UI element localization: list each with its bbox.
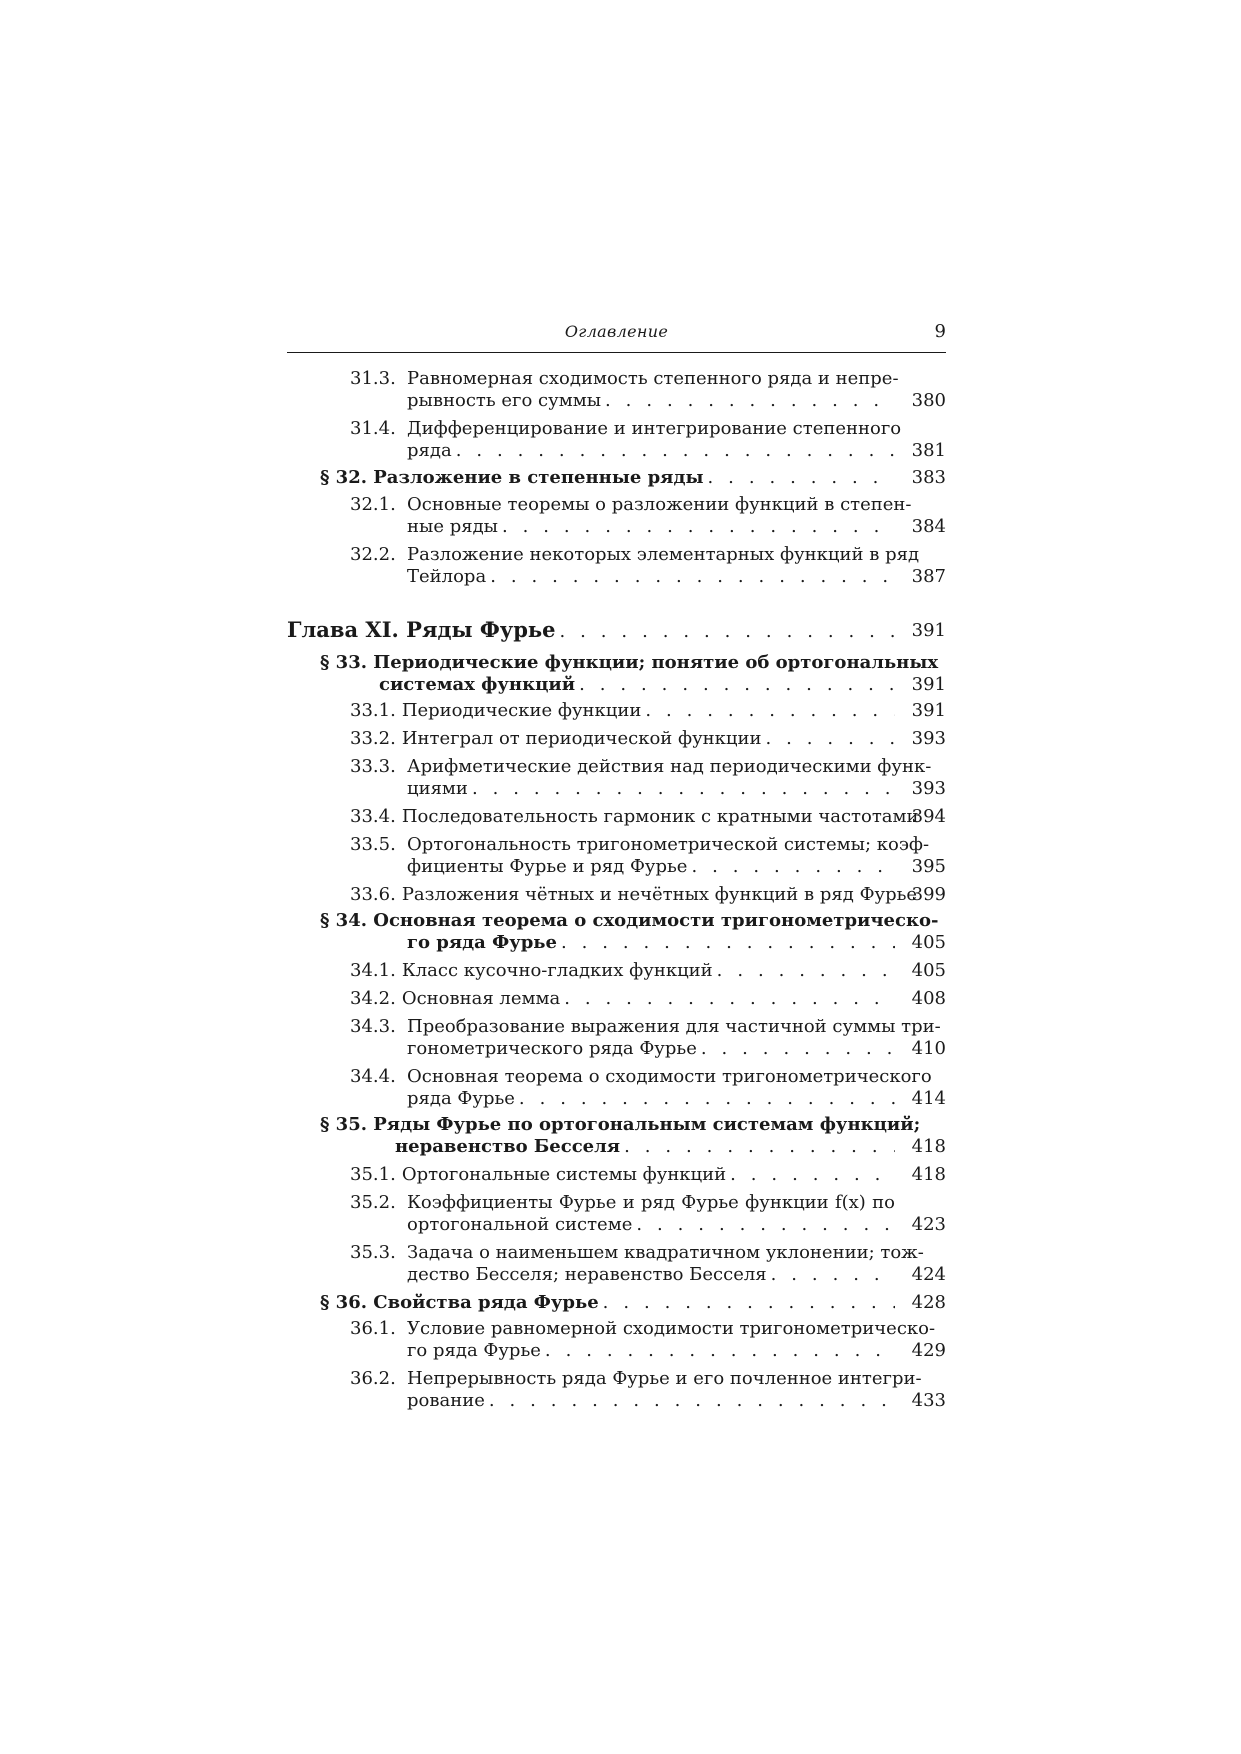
entry-number: 33.6. <box>350 884 396 905</box>
entry-page-number: 418 <box>911 1164 946 1185</box>
entry-text-line2: ряда Фурье <box>407 1088 515 1109</box>
entry-page-number: 384 <box>911 516 946 537</box>
entry-text-line1: Арифметические действия над периодическими функ- <box>407 756 932 777</box>
dot-leader <box>561 932 895 954</box>
dot-leader <box>605 390 895 412</box>
entry-number: 34.3. <box>350 1016 396 1037</box>
dot-leader <box>456 440 895 462</box>
entry-text-line2: ные ряды <box>407 516 498 537</box>
section-page-number: 405 <box>911 932 946 953</box>
dot-leader <box>579 674 895 696</box>
entry-number: 34.1. <box>350 960 396 981</box>
section-title-line2: го ряда Фурье <box>407 932 557 953</box>
entry-text-line2: рование <box>407 1390 485 1411</box>
dot-leader <box>766 728 896 750</box>
entry-text-line2: го ряда Фурье <box>407 1340 541 1361</box>
entry-number: 33.1. <box>350 700 396 721</box>
section-title-line2: системах функций <box>379 674 576 695</box>
dot-leader <box>472 778 895 800</box>
dot-leader <box>502 516 895 538</box>
entry-text-line1: Ортогональность тригонометрической системы; коэф- <box>407 834 930 855</box>
running-head-title: Оглавление <box>564 322 669 341</box>
section-title: § 32. Разложение в степенные ряды <box>320 467 704 488</box>
entry-page-number: 399 <box>911 884 946 905</box>
entry-text-line2: Тейлора <box>407 566 487 587</box>
dot-leader <box>489 1390 895 1412</box>
entry-text-line1: Равномерная сходимость степенного ряда и непре- <box>407 368 899 389</box>
entry-text-line1: Разложение некоторых элементарных функций в ряд <box>407 544 920 565</box>
entry-page-number: 393 <box>911 728 946 749</box>
entry-number: 32.1. <box>350 494 396 515</box>
entry-text-line1: Условие равномерной сходимости тригонометрическо- <box>407 1318 936 1339</box>
entry-page-number: 405 <box>911 960 946 981</box>
dot-leader <box>645 700 895 722</box>
section-title-line2: неравенство Бесселя <box>395 1136 621 1157</box>
entry-text-line1: Коэффициенты Фурье и ряд Фурье функции f(x) по <box>407 1192 895 1213</box>
dot-leader <box>490 566 895 588</box>
entry-text-line1: Дифференцирование и интегрирование степенного <box>407 418 902 439</box>
entry-page-number: 414 <box>911 1088 946 1109</box>
entry-page-number: 393 <box>911 778 946 799</box>
dot-leader <box>717 960 895 982</box>
section-page-number: 383 <box>911 467 946 488</box>
entry-number: 35.3. <box>350 1242 396 1263</box>
entry-number: 34.2. <box>350 988 396 1009</box>
entry-text-line2: рывность его суммы <box>407 390 602 411</box>
entry-number: 34.4. <box>350 1066 396 1087</box>
entry-text: Периодические функции <box>401 700 642 721</box>
entry-number: 36.2. <box>350 1368 396 1389</box>
entry-text-line1: Основная теорема о сходимости тригонометрического <box>407 1066 932 1087</box>
entry-page-number: 387 <box>911 566 946 587</box>
entry-page-number: 410 <box>911 1038 946 1059</box>
entry-number: 31.3. <box>350 368 396 389</box>
entry-text: Ортогональные системы функций <box>401 1164 727 1185</box>
entry-number: 33.3. <box>350 756 396 777</box>
dot-leader <box>545 1340 895 1362</box>
entry-number: 33.5. <box>350 834 396 855</box>
entry-text-line2: дество Бесселя; неравенство Бесселя <box>407 1264 767 1285</box>
running-head-page-number: 9 <box>934 321 946 342</box>
dot-leader <box>691 856 895 878</box>
dot-leader <box>603 1292 895 1314</box>
section-title-line1: § 34. Основная теорема о сходимости тригонометрическо- <box>320 910 939 931</box>
entry-text-line2: ряда <box>407 440 452 461</box>
entry-text-line2: фициенты Фурье и ряд Фурье <box>407 856 688 877</box>
entry-text: Класс кусочно-гладких функций <box>401 960 713 981</box>
entry-number: 35.1. <box>350 1164 396 1185</box>
chapter-title: Глава XI. Ряды Фурье <box>287 617 556 642</box>
entry-number: 33.2. <box>350 728 396 749</box>
entry-text-line1: Непрерывность ряда Фурье и его почленное интегри- <box>407 1368 922 1389</box>
entry-text-line2: гонометрического ряда Фурье <box>407 1038 697 1059</box>
dot-leader <box>701 1038 895 1060</box>
entry-page-number: 394 <box>911 806 946 827</box>
dot-leader <box>564 988 895 1010</box>
entry-text-line1: Основные теоремы о разложении функций в степен- <box>407 494 912 515</box>
entry-number: 32.2. <box>350 544 396 565</box>
dot-leader <box>730 1164 895 1186</box>
entry-number: 33.4. <box>350 806 396 827</box>
entry-page-number: 423 <box>911 1214 946 1235</box>
chapter-page-number: 391 <box>911 620 946 641</box>
section-page-number: 391 <box>911 674 946 695</box>
entry-number: 31.4. <box>350 418 396 439</box>
entry-text-line1: Преобразование выражения для частичной суммы три- <box>407 1016 941 1037</box>
entry-number: 35.2. <box>350 1192 396 1213</box>
section-title-line1: § 33. Периодические функции; понятие об ортогональных <box>320 652 939 673</box>
entry-page-number: 429 <box>911 1340 946 1361</box>
section-page-number: 428 <box>911 1292 946 1313</box>
dot-leader <box>708 467 895 489</box>
dot-leader <box>771 1264 895 1286</box>
section-title-line1: § 35. Ряды Фурье по ортогональным системам функций; <box>320 1114 921 1135</box>
entry-page-number: 380 <box>911 390 946 411</box>
running-head <box>287 322 946 353</box>
dot-leader <box>560 621 896 643</box>
entry-text-line1: Задача о наименьшем квадратичном уклонении; тож- <box>407 1242 924 1263</box>
entry-text-line2: ортогональной системе <box>407 1214 633 1235</box>
dot-leader <box>519 1088 895 1110</box>
entry-text: Интеграл от периодической функции <box>401 728 762 749</box>
entry-page-number: 433 <box>911 1390 946 1411</box>
entry-text: Основная лемма <box>401 988 561 1009</box>
entry-page-number: 391 <box>911 700 946 721</box>
entry-page-number: 381 <box>911 440 946 461</box>
section-page-number: 418 <box>911 1136 946 1157</box>
entry-number: 36.1. <box>350 1318 396 1339</box>
entry-page-number: 395 <box>911 856 946 877</box>
entry-text: Разложения чётных и нечётных функций в ряд Фурье <box>401 884 918 905</box>
entry-text-line2: циями <box>407 778 468 799</box>
entry-page-number: 424 <box>911 1264 946 1285</box>
section-title: § 36. Свойства ряда Фурье <box>320 1292 599 1313</box>
entry-text: Последовательность гармоник с кратными частотами <box>401 806 919 827</box>
dot-leader <box>636 1214 895 1236</box>
entry-page-number: 408 <box>911 988 946 1009</box>
dot-leader <box>624 1136 895 1158</box>
